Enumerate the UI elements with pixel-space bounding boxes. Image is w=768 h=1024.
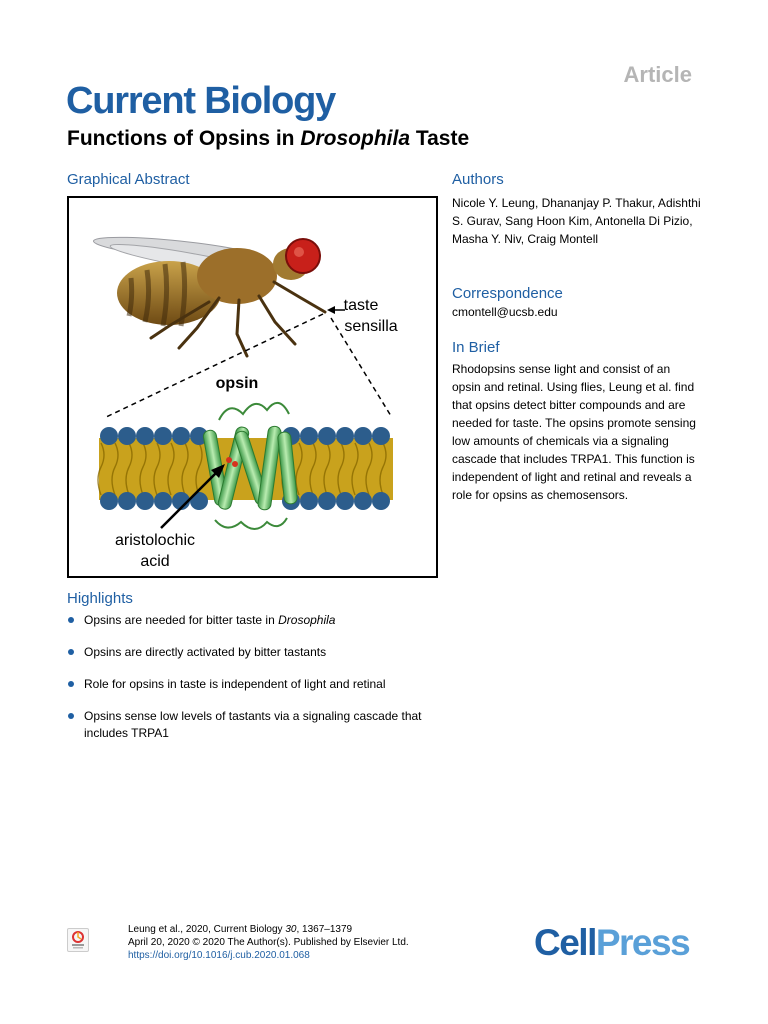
bullet-icon — [68, 649, 74, 655]
bullet-icon — [68, 681, 74, 687]
highlight-item — [67, 708, 447, 742]
label-opsin: opsin — [215, 375, 259, 392]
highlight-item — [67, 644, 447, 661]
opsin-protein — [202, 403, 297, 529]
cellpress-logo-cell: Cell — [534, 922, 596, 963]
citation-line — [128, 923, 409, 936]
correspondence-heading: Correspondence — [452, 285, 563, 302]
title-part: Functions of Opsins in — [67, 127, 301, 150]
bullet-icon — [68, 713, 74, 719]
article-type-label: Article — [623, 62, 692, 87]
highlights-heading: Highlights — [67, 590, 133, 607]
title-species: Drosophila — [300, 127, 411, 150]
highlight-text: Opsins are needed for bitter taste in — [84, 613, 279, 627]
graphical-abstract-svg — [69, 198, 436, 576]
cellpress-logo-press: Press — [595, 922, 690, 963]
authors-list: Nicole Y. Leung, Dhananjay P. Thakur, Adishthi S. Gurav, Sang Hoon Kim, Antonella Di Pizio, Masha Y. Niv, Craig Montell — [452, 196, 701, 246]
journal-logo: Current Biology — [66, 80, 336, 122]
article-title — [67, 127, 469, 151]
label-acid: acid — [140, 553, 170, 570]
correspondence-email[interactable]: cmontell@ucsb.edu — [452, 305, 558, 319]
highlight-text: Role for opsins in taste is independent of light and retinal — [84, 677, 386, 691]
in-brief-text: Rhodopsins sense light and consist of an opsin and retinal. Using flies, Leung et al. find that opsins detect bitter compounds and are needed for taste. The opsins promote sensing low amounts of chemicals via a signaling cascade that includes TRPA1. This function is independent of light and retinal and reveals a role for opsins as chemosensors. — [452, 362, 696, 502]
highlight-item — [67, 612, 447, 629]
taste-pointer-arrowhead — [327, 306, 335, 314]
cellpress-logo — [534, 922, 689, 964]
citation-block — [128, 923, 409, 962]
publication-date-line: April 20, 2020 © 2020 The Author(s). Published by Elsevier Ltd. — [128, 937, 409, 948]
bullet-icon — [68, 617, 74, 623]
doi-link[interactable]: https://doi.org/10.1016/j.cub.2020.01.068 — [128, 950, 310, 961]
authors-heading: Authors — [452, 171, 504, 188]
label-sensilla: sensilla — [344, 318, 398, 335]
check-for-updates-graphic — [68, 929, 88, 951]
citation-pages: , 1367–1379 — [296, 924, 353, 935]
in-brief-heading: In Brief — [452, 339, 500, 356]
citation-volume: 30 — [285, 924, 297, 935]
label-aristolochic: aristolochic — [114, 532, 196, 549]
title-part: Taste — [410, 127, 470, 150]
graphical-abstract-figure — [67, 196, 438, 578]
check-for-updates-icon[interactable] — [67, 928, 89, 952]
highlight-species: Drosophila — [278, 613, 336, 627]
graphical-abstract-heading: Graphical Abstract — [67, 171, 190, 188]
highlight-item — [67, 676, 447, 693]
zoom-line-left — [104, 314, 323, 418]
highlight-text: Opsins sense low levels of tastants via a signaling cascade that includes TRPA1 — [84, 709, 422, 740]
highlight-text: Opsins are directly activated by bitter tastants — [84, 645, 327, 659]
fly-illustration — [93, 232, 325, 356]
citation-text: Leung et al., 2020, Current Biology — [128, 924, 286, 935]
label-taste: taste — [343, 297, 379, 314]
highlights-list — [67, 612, 447, 742]
